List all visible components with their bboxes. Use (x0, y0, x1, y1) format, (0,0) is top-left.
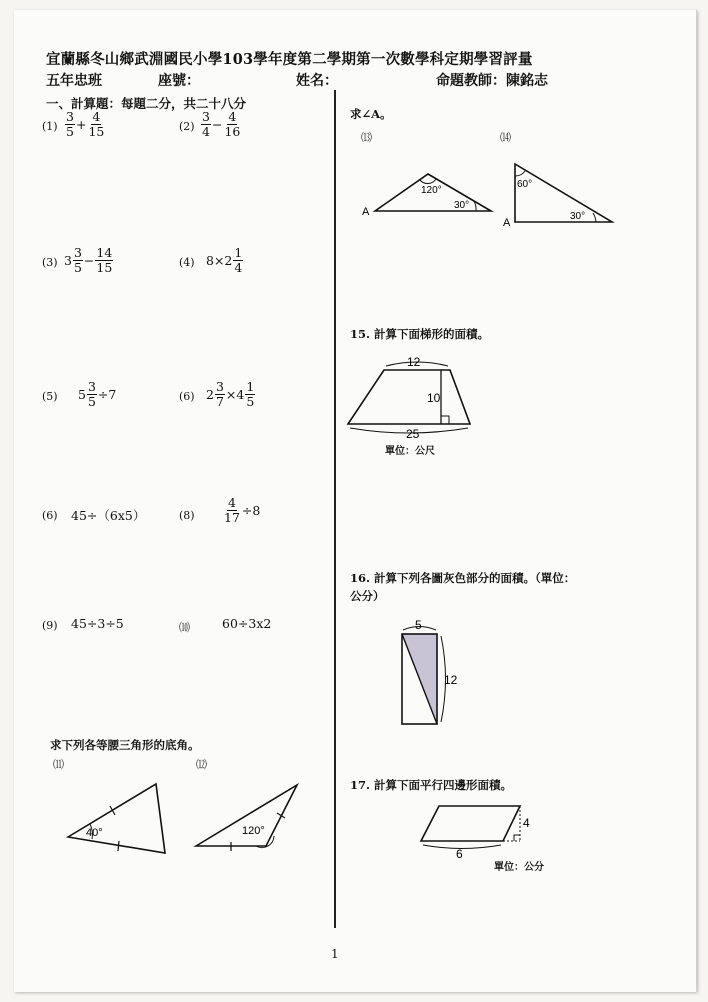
parallelogram-shape (421, 806, 520, 841)
triangle-14-shape (515, 164, 612, 222)
name-label: 姓名： (296, 73, 338, 89)
triangle-13-top-label: 120° (421, 185, 442, 196)
problem-8-expression: $\frac{4}{17}$ ÷8 (224, 495, 261, 525)
triangle-13-top-arc (420, 179, 436, 184)
triangle-14-top-arc (515, 171, 525, 176)
problem-1-expression: $\frac{3}{5}$ + $\frac{4}{15}$ (66, 109, 105, 139)
angle-a-prompt: 求∠A。 (350, 107, 392, 121)
parallelogram-base-label: 6 (456, 847, 463, 861)
fraction: $\frac{3}{5}$ (87, 379, 96, 409)
problem-7-expression: 45÷（6x5） (71, 508, 146, 523)
problem-3-expression: 3 $\frac{3}{5}$ − $\frac{14}{15}$ (64, 245, 113, 275)
trapezoid-top-label: 12 (407, 355, 421, 369)
q16-prompt-line2: 公分） (350, 589, 385, 603)
class-label: 五年忠班 (46, 73, 102, 89)
problem-1-number: (1) (42, 120, 58, 133)
problem-8-number: (8) (179, 509, 195, 522)
right-angle-mark (441, 416, 449, 424)
fraction: $\frac{4}{17}$ (224, 495, 240, 525)
fraction: $\frac{3}{5}$ (66, 109, 74, 139)
problem-2-expression: $\frac{3}{4}$ − $\frac{4}{16}$ (202, 109, 241, 139)
fraction: $\frac{1}{4}$ (234, 245, 243, 275)
problem-3-number: (3) (42, 256, 58, 269)
problem-9-expression: 45÷3÷5 (71, 616, 124, 631)
problem-2-number: (2) (179, 120, 195, 133)
q17-unit: 單位：公分 (494, 862, 544, 873)
problem-6-expression: 2 $\frac{3}{7}$ ×4 $\frac{1}{5}$ (206, 379, 255, 409)
exam-title: 宜蘭縣冬山鄉武淵國民小學103學年度第二學期第一次數學科定期學習評量 (46, 51, 533, 68)
triangle-11-angle-label: 40° (86, 827, 103, 839)
triangle-12-diagram (190, 775, 310, 855)
triangle-13-vertex-label: A (362, 206, 370, 218)
triangle-14-vertex-label: A (503, 217, 511, 229)
fraction: $\frac{14}{15}$ (96, 245, 113, 275)
rectangle-diagram (392, 612, 472, 732)
trapezoid-diagram (344, 352, 474, 442)
q15-prompt: 15. 計算下面梯形的面積。 (350, 327, 490, 341)
problem-14-number: ⒁ (500, 131, 511, 144)
triangle-11-diagram (60, 775, 180, 865)
triangle-12-angle-label: 120° (242, 825, 265, 837)
isosceles-prompt: 求下列各等腰三角形的底角。 (50, 738, 200, 752)
triangle-14-right-label: 30° (570, 211, 586, 222)
right-angle-mark (514, 835, 520, 841)
problem-5-number: (5) (42, 390, 58, 403)
teacher-label: 命題教師：陳銘志 (436, 73, 548, 89)
triangle-11-shape (68, 784, 165, 853)
q17-prompt: 17. 計算下面平行四邊形面積。 (350, 778, 513, 792)
problem-9-number: (9) (42, 619, 58, 632)
triangle-14-diagram (500, 158, 620, 230)
section-heading: 一、計算題：每題二分，共二十八分 (46, 96, 247, 111)
triangle-14-right-arc (593, 213, 596, 222)
trapezoid-bottom-label: 25 (406, 427, 420, 441)
problem-4-expression: 8×2 $\frac{1}{4}$ (206, 245, 243, 275)
problem-10-number: ⑽ (179, 621, 190, 634)
problem-4-number: (4) (179, 256, 195, 269)
rectangle-top-label: 5 (415, 618, 422, 632)
problem-6-number: (6) (179, 390, 195, 403)
problem-7-number: (6) (42, 509, 58, 522)
fraction: $\frac{3}{4}$ (202, 109, 210, 139)
page-number: 1 (331, 947, 339, 961)
problem-5-expression: 5 $\frac{3}{5}$ ÷7 (78, 379, 117, 409)
trapezoid-shape (348, 370, 470, 424)
fraction: $\frac{4}{15}$ (88, 109, 105, 139)
rectangle-side-label: 12 (444, 673, 458, 687)
trapezoid-height-label: 10 (427, 391, 441, 405)
column-divider (334, 90, 336, 928)
triangle-13-right-label: 30° (454, 200, 470, 211)
problem-13-number: ⒀ (361, 131, 372, 144)
triangle-11-tick (118, 841, 119, 851)
parallelogram-diagram (415, 798, 535, 862)
triangle-13-diagram (357, 160, 497, 220)
fraction: $\frac{3}{7}$ (215, 379, 224, 409)
fraction: $\frac{4}{16}$ (224, 109, 241, 139)
problem-11-number: ⑾ (53, 758, 64, 771)
parallelogram-height-label: 4 (523, 816, 530, 830)
problem-12-number: ⑿ (196, 758, 207, 771)
seat-label: 座號： (158, 73, 200, 89)
q16-prompt-line1: 16. 計算下列各圖灰色部分的面積。（單位： (350, 571, 576, 585)
triangle-14-top-label: 60° (517, 179, 533, 190)
problem-10-expression: 60÷3x2 (222, 616, 272, 631)
fraction: $\frac{3}{5}$ (73, 245, 82, 275)
q15-unit: 單位：公尺 (385, 446, 435, 457)
fraction: $\frac{1}{5}$ (246, 379, 255, 409)
